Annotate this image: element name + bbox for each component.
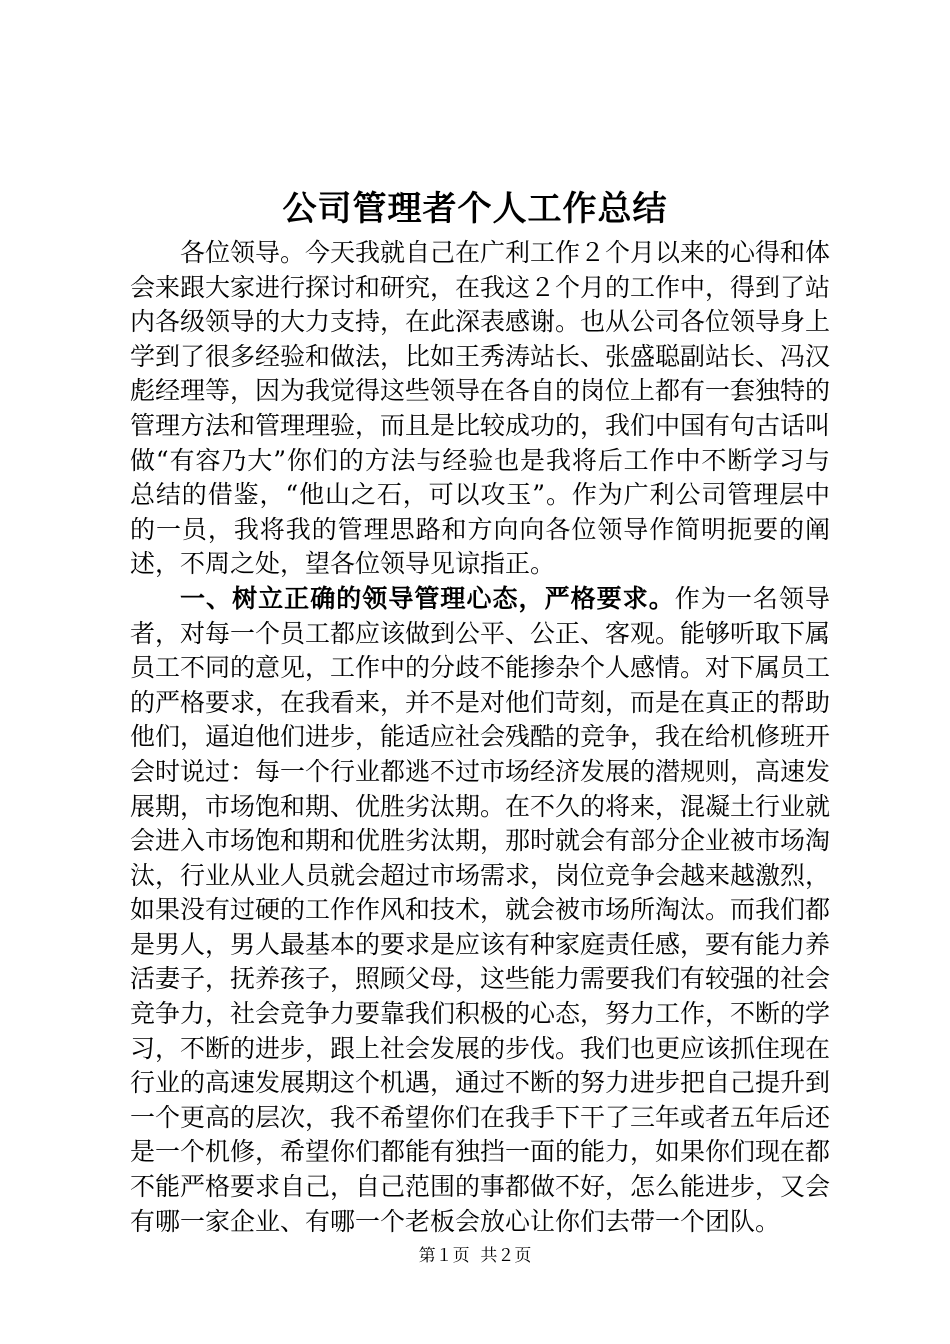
intro-paragraph — [130, 236, 830, 582]
document-title: 公司管理者个人工作总结 — [282, 189, 668, 229]
section-one-text: 作为一名领导者，对每一个员工都应该做到公平、公正、客观。能够听取下属员工不同的意见，工作中的分歧不能掺杂个人感情。对下属员工的严格要求，在我看来，并不是对他们苛刻，而是在真正的帮助他们，逼迫他们进步，能适应社会残酷的竞争，我在给机修班开会时说过：每一个行业都逃不过市场经济发展的潜规则，高速发展期，市场饱和期、优胜劣汰期。在不久的将来，混凝土行业就会进入市场饱和期和优胜劣汰期，那时就会有部分企业被市场淘汰，行业从业人员就会超过市场需求，岗位竞争会越来越激烈，如果没有过硬的工作作风和技术，就会被市场所淘汰。而我们都是男人，男人最基本的要求是应该有种家庭责任感，要有能力养活妻子，抚养孩子，照顾父母，这些能力需要我们有较强的社会竞争力，社会竞争力要靠我们积极的心态，努力工作，不断的学习，不断的进步，跟上社会发展的步伐。我们也更应该抓住现在行业的高速发展期这个机遇，通过不断的努力进步把自己提升到一个更高的层次，我不希望你们在我手下干了三年或者五年后还是一个机修，希望你们都能有独挡一面的能力，如果你们现在都不能严格要求自己，自己范围的事都做不好，怎么能进步，又会有哪一家企业、有哪一个老板会放心让你们去带一个团队。 — [130, 583, 831, 1236]
section-one-heading: 一、树立正确的领导管理心态，严格要求。 — [180, 583, 675, 613]
intro-paragraph-text: 各位领导。今天我就自己在广利工作２个月以来的心得和体会来跟大家进行探讨和研究，在我这２个月的工作中，得到了站内各级领导的大力支持，在此深表感谢。也从公司各位领导身上学到了很多经验和做法，比如王秀涛站长、张盛聪副站长、冯汉彪经理等，因为我觉得这些领导在各自的岗位上都有一套独特的管理方法和管理理验，而且是比较成功的，我们中国有句古话叫做“有容乃大”你们的方法与经验也是我将后工作中不断学习与总结的借鉴，“他山之石，可以攻玉”。作为广利公司管理层中的一员，我将我的管理思路和方向向各位领导作简明扼要的阐述，不周之处，望各位领导见谅指正。 — [130, 238, 831, 579]
section-one-paragraph — [130, 582, 830, 1239]
document-body — [130, 236, 830, 1239]
page-footer: 第１页 共２页 — [418, 1246, 532, 1266]
